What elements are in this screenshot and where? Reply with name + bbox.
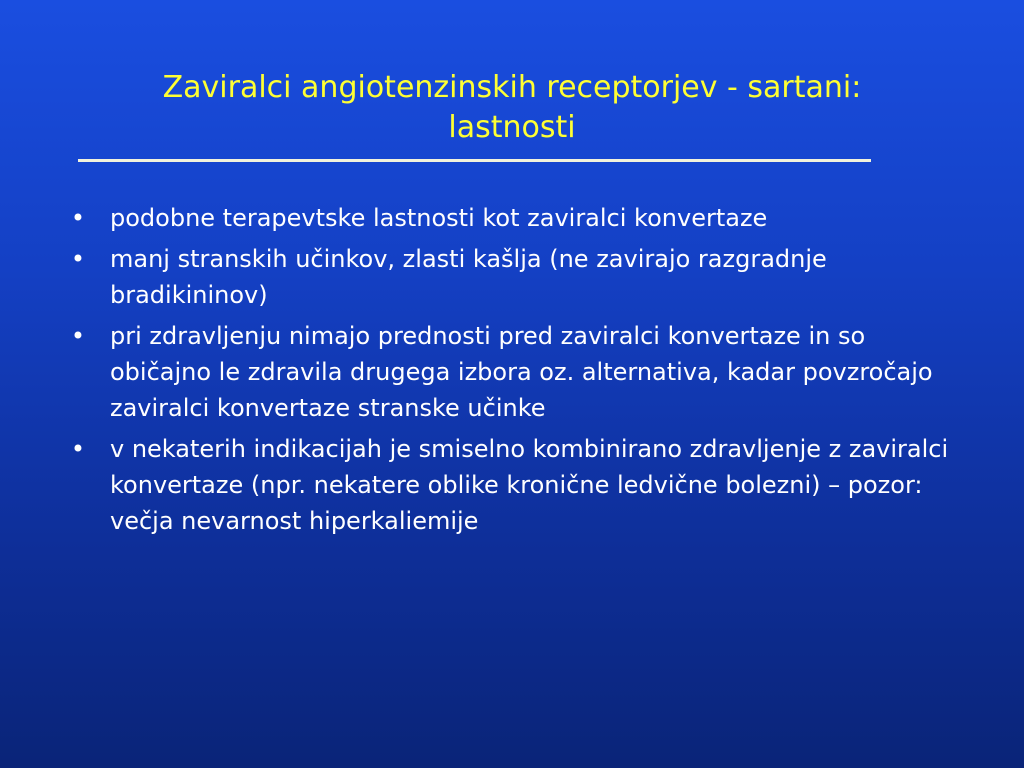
bullet-text: manj stranskih učinkov, zlasti kašlja (ne zavirajo razgradnje bradikininov) xyxy=(110,245,827,309)
bullet-list xyxy=(70,200,950,544)
bullet-dot-icon: • xyxy=(70,245,86,273)
bullet-text: v nekaterih indikacijah je smiselno kombinirano zdravljenje z zaviralci konvertaze (npr. nekatere oblike kronične ledvične bolezni) – pozor: večja nevarnost hiperkaliemije xyxy=(110,435,949,535)
bullet-dot-icon: • xyxy=(70,435,86,463)
bullet-item xyxy=(70,241,950,313)
bullet-item xyxy=(70,318,950,426)
title-divider xyxy=(78,159,871,162)
bullet-dot-icon: • xyxy=(70,322,86,350)
slide-title-line-2: lastnosti xyxy=(448,110,576,145)
bullet-text: podobne terapevtske lastnosti kot zaviralci konvertaze xyxy=(110,204,768,232)
bullet-text: pri zdravljenju nimajo prednosti pred zaviralci konvertaze in so običajno le zdravila drugega izbora oz. alternativa, kadar povzročajo zaviralci konvertaze stranske učinke xyxy=(110,322,933,422)
slide-title-line-1: Zaviralci angiotenzinskih receptorjev - sartani: xyxy=(162,70,862,105)
bullet-item xyxy=(70,200,950,236)
bullet-dot-icon: • xyxy=(70,204,86,232)
bullet-item xyxy=(70,431,950,539)
slide-title xyxy=(60,68,964,148)
